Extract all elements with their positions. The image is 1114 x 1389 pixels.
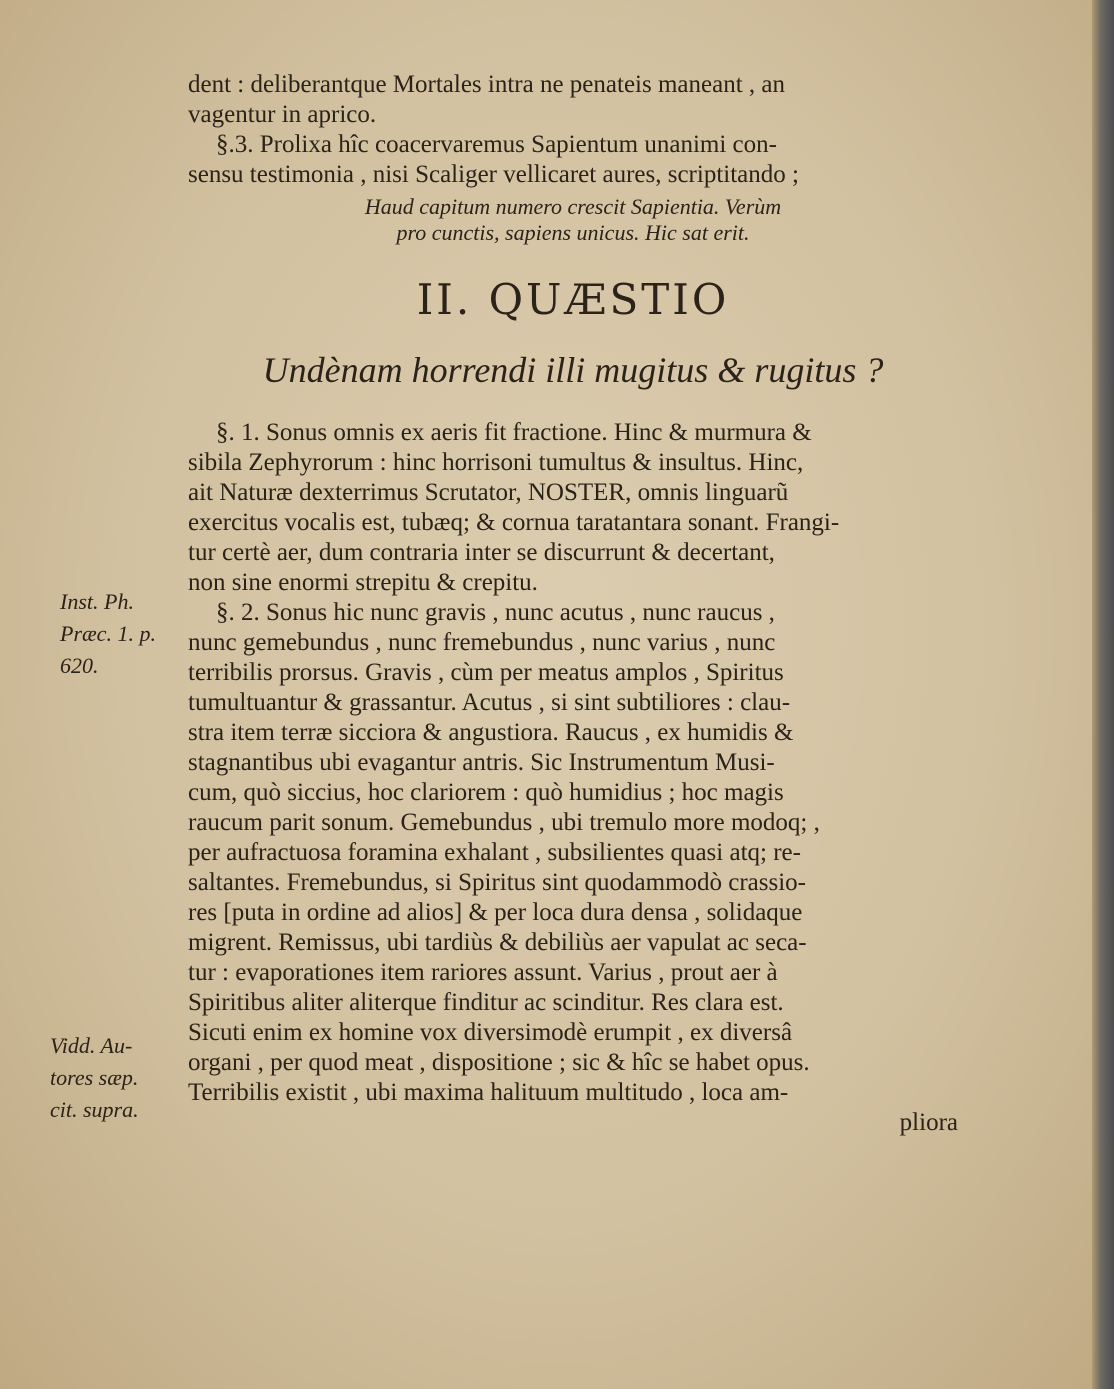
text-line: §. 2. Sonus hic nunc gravis , nunc acutus , nunc raucus ,: [216, 599, 775, 626]
catchword: pliora: [899, 1109, 958, 1136]
text-line: ait Naturæ dexterrimus Scrutator, NOSTER, omnis linguarũ: [188, 479, 789, 506]
margin-note-2: [50, 1030, 139, 1126]
text-line: organi , per quod meat , dispositione ; sic & hîc se habet opus.: [188, 1049, 810, 1076]
text-line: stra item terræ sicciora & angustiora. Raucus , ex humidis &: [188, 719, 794, 746]
text-line: sibila Zephyrorum : hinc horrisoni tumultus & insultus. Hinc,: [188, 449, 804, 476]
margin-note-line: tores sæp.: [50, 1065, 139, 1090]
text-line: migrent. Remissus, ubi tardiùs & debiliùs aer vapulat ac seca-: [188, 929, 807, 956]
margin-note-line: cit. supra.: [50, 1097, 139, 1122]
text-line: saltantes. Fremebundus, si Spiritus sint quodammodò crassio-: [188, 869, 807, 896]
book-gutter: [1092, 0, 1114, 1389]
text-line: dent : deliberantque Mortales intra ne penateis maneant , an: [188, 71, 785, 98]
text-line: sensu testimonia , nisi Scaliger vellicaret aures, scriptitando ;: [188, 161, 799, 188]
text-line: terribilis prorsus. Gravis , cùm per meatus amplos , Spiritus: [188, 659, 784, 686]
main-text: [188, 70, 958, 1138]
text-line: nunc gemebundus , nunc fremebundus , nunc varius , nunc: [188, 629, 776, 656]
text-line: Sicuti enim ex homine vox diversimodè erumpit , ex diversâ: [188, 1019, 793, 1046]
text-line: non sine enormi strepitu & crepitu.: [188, 569, 538, 596]
margin-note-line: Vidd. Au-: [50, 1033, 133, 1058]
quote-line: Haud capitum numero crescit Sapientia. Verùm: [364, 194, 782, 219]
text-line: per aufractuosa foramina exhalant , subsilientes quasi atq; re-: [188, 839, 801, 866]
margin-note-1: [60, 586, 156, 682]
text-line: §.3. Prolixa hîc coacervaremus Sapientum unanimi con-: [216, 131, 777, 158]
top-lines: [188, 70, 958, 130]
text-line: Spiritibus aliter aliterque finditur ac scinditur. Res clara est.: [188, 989, 784, 1016]
paragraph-s1: [188, 418, 958, 598]
text-line: res [puta in ordine ad alios] & per loca dura densa , solidaque: [188, 899, 803, 926]
paragraph-s2: [188, 598, 958, 1108]
margin-note-line: Inst. Ph.: [60, 589, 134, 614]
section-heading: II. QUÆSTIO: [416, 275, 730, 324]
text-line: vagentur in aprico.: [188, 101, 377, 128]
text-line: tumultuantur & grassantur. Acutus , si sint subtiliores : clau-: [188, 689, 791, 716]
text-line: exercitus vocalis est, tubæq; & cornua taratantara sonant. Frangi-: [188, 509, 840, 536]
margin-note-line: Præc. 1. p.: [60, 621, 156, 646]
quote-line: pro cunctis, sapiens unicus. Hic sat erit.: [396, 220, 750, 245]
section-subheading: Undènam horrendi illi mugitus & rugitus ?: [262, 350, 884, 390]
text-line: tur : evaporationes item rariores assunt. Varius , prout aer à: [188, 959, 778, 986]
paragraph-3: [188, 130, 958, 190]
text-line: Terribilis existit , ubi maxima halituum multitudo , loca am-: [188, 1079, 789, 1106]
text-line: tur certè aer, dum contraria inter se discurrunt & decertant,: [188, 539, 775, 566]
text-line: stagnantibus ubi evagantur antris. Sic Instrumentum Musi-: [188, 749, 775, 776]
margin-note-line: 620.: [60, 653, 99, 678]
text-line: §. 1. Sonus omnis ex aeris fit fractione. Hinc & murmura &: [216, 419, 812, 446]
text-line: cum, quò siccius, hoc clariorem : quò humidius ; hoc magis: [188, 779, 784, 806]
text-line: raucum parit sonum. Gemebundus , ubi tremulo more modoq; ,: [188, 809, 820, 836]
quotation: [188, 194, 958, 246]
